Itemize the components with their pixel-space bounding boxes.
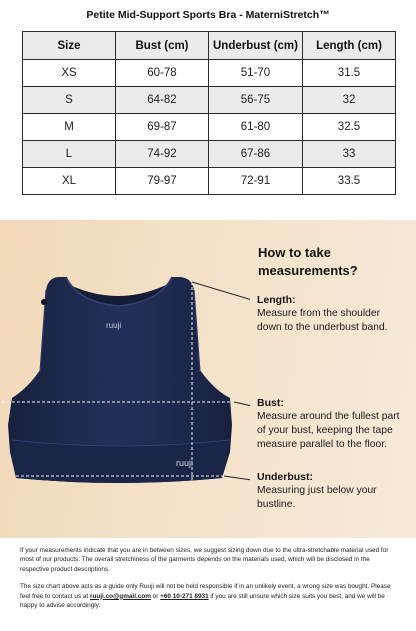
- header-underbust: Underbust (cm): [209, 32, 303, 60]
- table-header-row: [23, 32, 396, 60]
- phone-link[interactable]: +60 10-271 8931: [160, 592, 209, 600]
- cell-underbust: 72-91: [209, 168, 303, 195]
- cell-underbust: 51-70: [209, 60, 303, 87]
- table-row: [23, 87, 396, 114]
- table-row: [23, 114, 396, 141]
- measurement-guide-panel: [0, 220, 416, 538]
- cell-underbust: 56-75: [209, 87, 303, 114]
- cell-length: 32: [303, 87, 396, 114]
- bra-garment: [8, 277, 232, 483]
- contact-text-end: if you are still unsure which size suits you best, and we will be happy to advise accordingly.: [20, 592, 385, 610]
- cell-length: 33.5: [303, 168, 396, 195]
- cell-underbust: 67-86: [209, 141, 303, 168]
- bust-label: Bust:: [257, 397, 284, 409]
- bra-logo-band: ruuji: [176, 458, 194, 468]
- cell-size: XS: [23, 60, 116, 87]
- header-bust: Bust (cm): [116, 32, 209, 60]
- page-title: Petite Mid-Support Sports Bra - MaterniStretch™: [86, 9, 330, 21]
- bra-logo-top: ruuji: [106, 321, 122, 330]
- sports-bra-illustration: [0, 220, 250, 538]
- cell-size: XL: [23, 168, 116, 195]
- cell-size: S: [23, 87, 116, 114]
- table-row: [23, 141, 396, 168]
- cell-bust: 60-78: [116, 60, 209, 87]
- guide-heading: [258, 244, 408, 280]
- contact-text: [20, 582, 400, 610]
- cell-bust: 79-97: [116, 168, 209, 195]
- bust-description: Measure around the fullest part of your bust, keeping the tape measure parallel to the floor.: [257, 411, 400, 450]
- cell-bust: 74-92: [116, 141, 209, 168]
- email-link[interactable]: ruuji.co@gmail.com: [89, 592, 151, 600]
- table-row: [23, 60, 396, 87]
- contact-text-or: or: [150, 592, 161, 600]
- header-length: Length (cm): [303, 32, 396, 60]
- table-row: [23, 168, 396, 195]
- header-size: Size: [23, 32, 116, 60]
- sizing-advice-text: If your measurements indicate that you are in between sizes, we suggest sizing down due to the ultra-stretchable material used for most of our products. The overall stretchiness of the garments depends on the materials used, which will be disclosed in the respective product descriptions.: [20, 547, 389, 573]
- underbust-label: Underbust:: [257, 471, 313, 483]
- length-label: Length:: [257, 294, 296, 306]
- cell-bust: 64-82: [116, 87, 209, 114]
- contact-text-start: The size chart above acts as a guide only Ruuji will not be held responsible if in an unlikely event, a wrong size was bought. Please feel free to contact us at: [20, 583, 391, 600]
- length-description: Measure from the shoulder down to the underbust band.: [257, 308, 388, 333]
- cell-size: L: [23, 141, 116, 168]
- cell-bust: 69-87: [116, 114, 209, 141]
- size-disclaimer: [20, 546, 400, 618]
- size-chart-table: [22, 31, 396, 195]
- guide-heading-line2: measurements?: [258, 263, 358, 278]
- cell-length: 33: [303, 141, 396, 168]
- cell-size: M: [23, 114, 116, 141]
- cell-underbust: 61-80: [209, 114, 303, 141]
- cell-length: 32.5: [303, 114, 396, 141]
- underbust-description: Measuring just below your bustline.: [257, 485, 377, 510]
- cell-length: 31.5: [303, 60, 396, 87]
- guide-heading-line1: How to take: [258, 245, 331, 260]
